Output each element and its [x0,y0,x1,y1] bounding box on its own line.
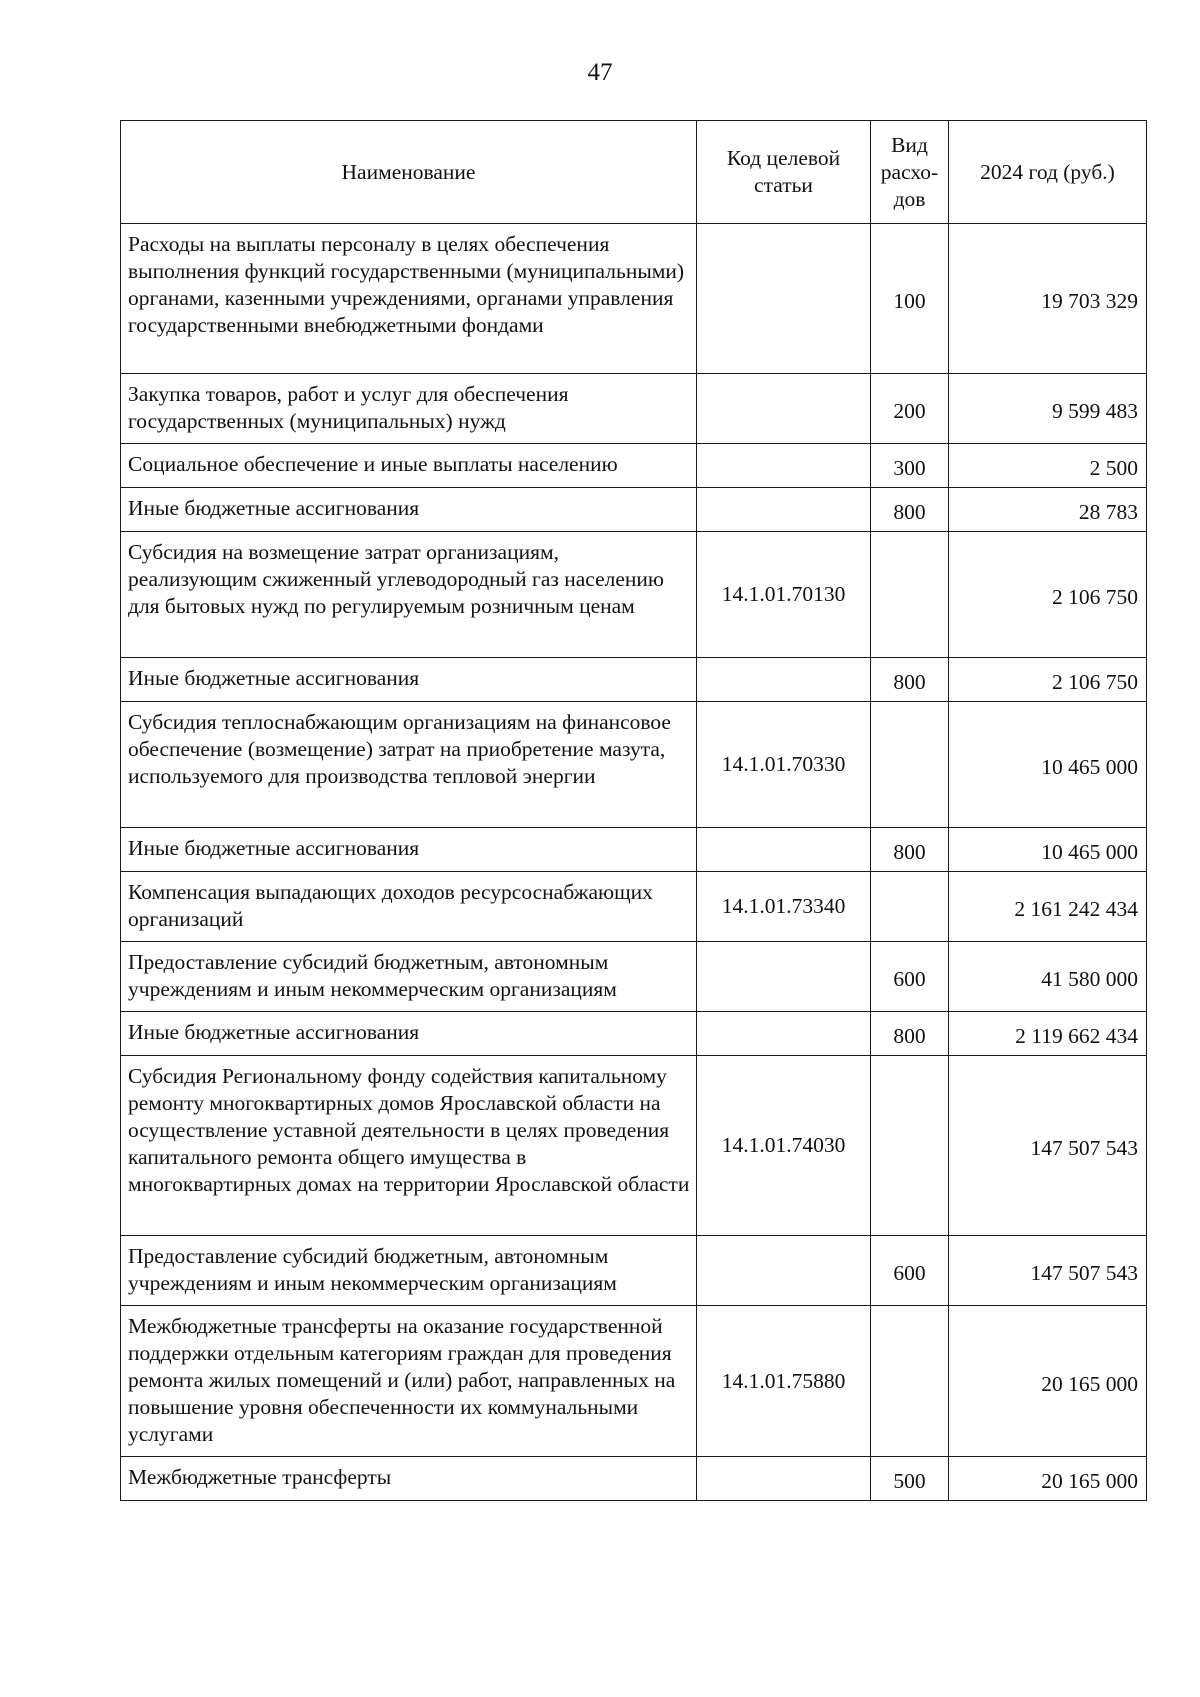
table-row [121,224,1147,374]
header-row [121,121,1147,224]
header-name-label: Наименование [341,159,476,184]
row-amount: 2 106 750 [949,658,1147,702]
row-amount: 41 580 000 [949,942,1147,1012]
row-code: 14.1.01.73340 [697,872,871,942]
row-kind: 100 [871,224,949,374]
row-name: Расходы на выплаты персоналу в целях обеспечения выполнения функций государственными (муниципальными) органами, казенными учреждениями, органами управления государственными внебюджетными фондами [121,224,697,374]
row-kind: 200 [871,374,949,444]
row-code [697,224,871,374]
header-amount-label: 2024 год (руб.) [980,159,1115,184]
row-amount: 2 500 [949,444,1147,488]
table-row [121,532,1147,658]
row-code [697,488,871,532]
header-code-label: Код целевой статьи [726,146,841,197]
row-amount: 19 703 329 [949,224,1147,374]
row-name: Иные бюджетные ассигнования [121,488,697,532]
row-name: Иные бюджетные ассигнования [121,828,697,872]
row-code [697,1457,871,1501]
row-name: Субсидия Региональному фонду содействия капитальному ремонту многоквартирных домов Ярославской области на осуществление уставной деятельности в целях проведения капитального ремонта общего имущества в многоквартирных домах на территории Ярославской области [121,1056,697,1236]
table-header [121,121,1147,224]
table-row [121,444,1147,488]
row-name: Субсидия на возмещение затрат организациям, реализующим сжиженный углеводородный газ населению для бытовых нужд по регулируемым розничным ценам [121,532,697,658]
table-row [121,658,1147,702]
row-name: Закупка товаров, работ и услуг для обеспечения государственных (муниципальных) нужд [121,374,697,444]
row-kind [871,1056,949,1236]
table-row [121,488,1147,532]
row-code: 14.1.01.74030 [697,1056,871,1236]
row-code [697,1236,871,1306]
row-kind: 800 [871,488,949,532]
row-amount: 20 165 000 [949,1457,1147,1501]
row-amount: 28 783 [949,488,1147,532]
row-kind: 800 [871,828,949,872]
header-kind [871,121,949,224]
row-kind: 600 [871,1236,949,1306]
table-row [121,872,1147,942]
page-number: 47 [587,59,613,86]
row-name: Предоставление субсидий бюджетным, автономным учреждениям и иным некоммерческим организациям [121,942,697,1012]
row-name: Субсидия теплоснабжающим организациям на финансовое обеспечение (возмещение) затрат на приобретение мазута, используемого для производства тепловой энергии [121,702,697,828]
header-amount [949,121,1147,224]
row-kind [871,702,949,828]
row-name: Иные бюджетные ассигнования [121,658,697,702]
row-name: Межбюджетные трансферты на оказание государственной поддержки отдельным категориям граждан для проведения ремонта жилых помещений и (или) работ, направленных на повышение уровня обеспеченности их коммунальными услугами [121,1306,697,1457]
row-kind [871,872,949,942]
row-code: 14.1.01.70130 [697,532,871,658]
row-code [697,1012,871,1056]
row-kind: 800 [871,1012,949,1056]
header-code [697,121,871,224]
row-amount: 10 465 000 [949,702,1147,828]
row-amount: 9 599 483 [949,374,1147,444]
row-kind: 800 [871,658,949,702]
table-row [121,1056,1147,1236]
row-amount: 2 106 750 [949,532,1147,658]
table-row [121,1012,1147,1056]
table-row [121,1306,1147,1457]
row-name: Социальное обеспечение и иные выплаты населению [121,444,697,488]
row-kind: 500 [871,1457,949,1501]
table-body [121,224,1147,1501]
row-amount: 2 161 242 434 [949,872,1147,942]
row-code [697,658,871,702]
table-row [121,702,1147,828]
table-row [121,828,1147,872]
row-kind: 600 [871,942,949,1012]
row-code: 14.1.01.75880 [697,1306,871,1457]
row-name: Иные бюджетные ассигнования [121,1012,697,1056]
row-name: Компенсация выпадающих доходов ресурсоснабжающих организаций [121,872,697,942]
row-code [697,828,871,872]
header-kind-label: Вид расхо-дов [880,132,939,211]
table-row [121,942,1147,1012]
header-name [121,121,697,224]
table-row [121,1457,1147,1501]
row-code [697,444,871,488]
row-code [697,942,871,1012]
row-kind: 300 [871,444,949,488]
row-code [697,374,871,444]
row-amount: 10 465 000 [949,828,1147,872]
row-name: Предоставление субсидий бюджетным, автономным учреждениям и иным некоммерческим организациям [121,1236,697,1306]
row-amount: 2 119 662 434 [949,1012,1147,1056]
table-row [121,1236,1147,1306]
row-amount: 147 507 543 [949,1056,1147,1236]
row-amount: 147 507 543 [949,1236,1147,1306]
row-name: Межбюджетные трансферты [121,1457,697,1501]
budget-table [120,120,1147,1501]
row-amount: 20 165 000 [949,1306,1147,1457]
row-kind [871,532,949,658]
row-kind [871,1306,949,1457]
table-row [121,374,1147,444]
row-code: 14.1.01.70330 [697,702,871,828]
